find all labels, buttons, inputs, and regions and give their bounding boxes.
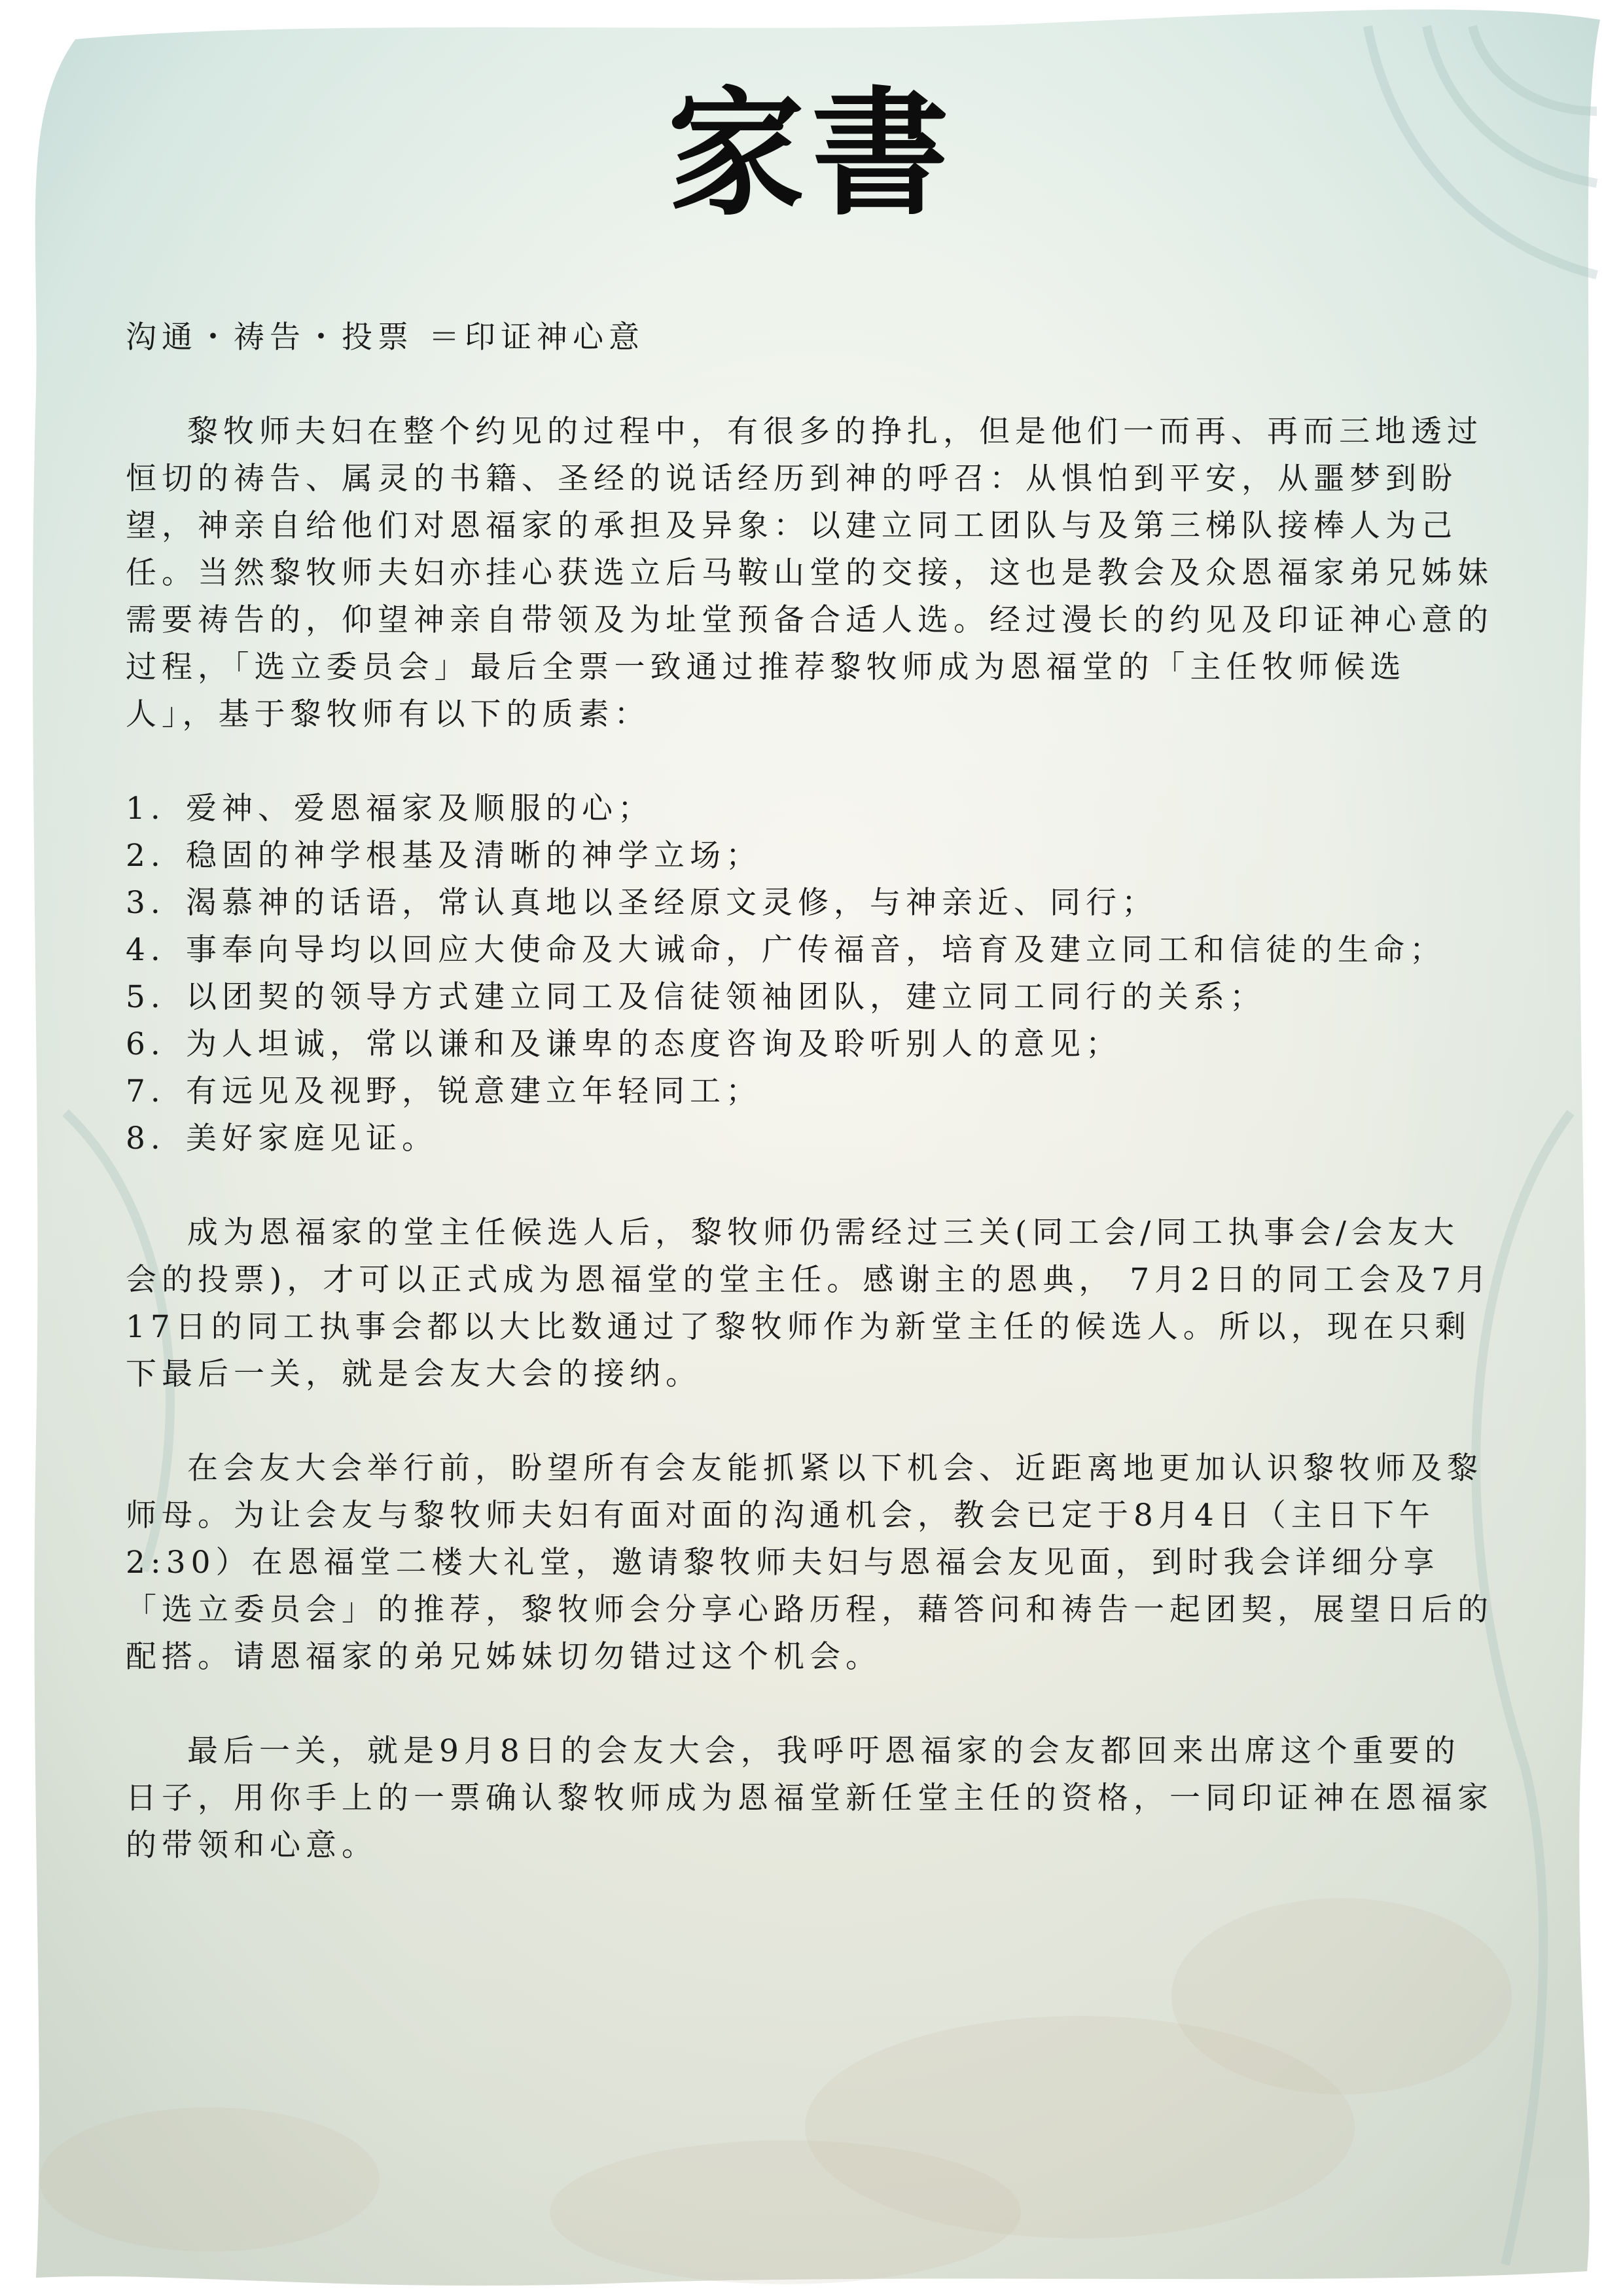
list-item-text: 爱神、爱恩福家及顺服的心； xyxy=(186,791,654,827)
paragraph-4: 最后一关，就是9月8日的会友大会，我呼吁恩福家的会友都回来出席这个重要的日子，用你手上的一票确认黎牧师成为恩福堂新任堂主任的资格，一同印证神在恩福家的带领和心意。 xyxy=(126,1733,1493,1863)
list-item-text: 为人坦诚，常以谦和及谦卑的态度咨询及聆听别人的意见； xyxy=(186,1026,1122,1062)
paragraph-3: 在会友大会举行前，盼望所有会友能抓紧以下机会、近距离地更加认识黎牧师及黎师母。为让会友与黎牧师夫妇有面对面的沟通机会，教会已定于8月4日（主日下午2:30）在恩福堂二楼大礼堂，邀请黎牧师夫妇与恩福会友见面，到时我会详细分享「选立委员会」的推荐，黎牧师会分享心路历程，藉答问和祷告一起团契，展望日后的配搭。请恩福家的弟兄姊妹切勿错过这个机会。 xyxy=(126,1450,1493,1675)
list-item-number: 8. xyxy=(126,1121,166,1157)
list-item-text: 事奉向导均以回应大使命及大诫命，广传福音，培育及建立同工和信徒的生命； xyxy=(186,932,1446,968)
list-item-text: 有远见及视野，锐意建立年轻同工； xyxy=(186,1073,762,1109)
paragraph-1: 黎牧师夫妇在整个约见的过程中，有很多的挣扎，但是他们一而再、再而三地透过恒切的祷告、属灵的书籍、圣经的说话经历到神的呼召：从惧怕到平安，从噩梦到盼望，神亲自给他们对恩福家的承担及异象：以建立同工团队与及第三梯队接棒人为己任。当然黎牧师夫妇亦挂心获选立后马鞍山堂的交接，这也是教会及众恩福家弟兄姊妹需要祷告的，仰望神亲自带领及为址堂预备合适人选。经过漫长的约见及印证神心意的过程，「选立委员会」最后全票一致通过推荐黎牧师成为恩福堂的「主任牧师候选人」，基于黎牧师有以下的质素： xyxy=(126,414,1493,732)
list-item-number: 3. xyxy=(126,885,166,921)
list-item-number: 2. xyxy=(126,838,166,874)
list-item-number: 4. xyxy=(126,932,166,968)
list-item xyxy=(126,880,1493,927)
paragraph-2: 成为恩福家的堂主任候选人后，黎牧师仍需经过三关(同工会/同工执事会/会友大会的投票)，才可以正式成为恩福堂的堂主任。感谢主的恩典， 7月2日的同工会及7月17日的同工执事会都以大比数通过了黎牧师作为新堂主任的候选人。所以，现在只剩下最后一关，就是会友大会的接纳。 xyxy=(126,1215,1492,1392)
letter-title: 家書 xyxy=(667,73,955,234)
list-item-text: 渴慕神的话语，常认真地以圣经原文灵修，与神亲近、同行； xyxy=(186,885,1158,921)
letter-body xyxy=(126,314,1493,1916)
list-item xyxy=(126,974,1493,1021)
list-item xyxy=(126,833,1493,880)
list-item xyxy=(126,1068,1493,1115)
qualities-list xyxy=(126,785,1493,1162)
letter-subtitle: 沟通・祷告・投票 ＝印证神心意 xyxy=(126,319,645,355)
list-item xyxy=(126,1115,1493,1162)
list-item-number: 1. xyxy=(126,791,166,827)
list-item-text: 稳固的神学根基及清晰的神学立场； xyxy=(186,838,762,874)
list-item xyxy=(126,927,1493,974)
list-item-text: 以团契的领导方式建立同工及信徒领袖团队，建立同工同行的关系； xyxy=(186,979,1266,1015)
list-item-number: 6. xyxy=(126,1026,166,1062)
list-item-number: 7. xyxy=(126,1073,166,1109)
list-item xyxy=(126,785,1493,833)
list-item xyxy=(126,1021,1493,1068)
list-item-text: 美好家庭见证。 xyxy=(186,1121,438,1157)
list-item-number: 5. xyxy=(126,979,166,1015)
